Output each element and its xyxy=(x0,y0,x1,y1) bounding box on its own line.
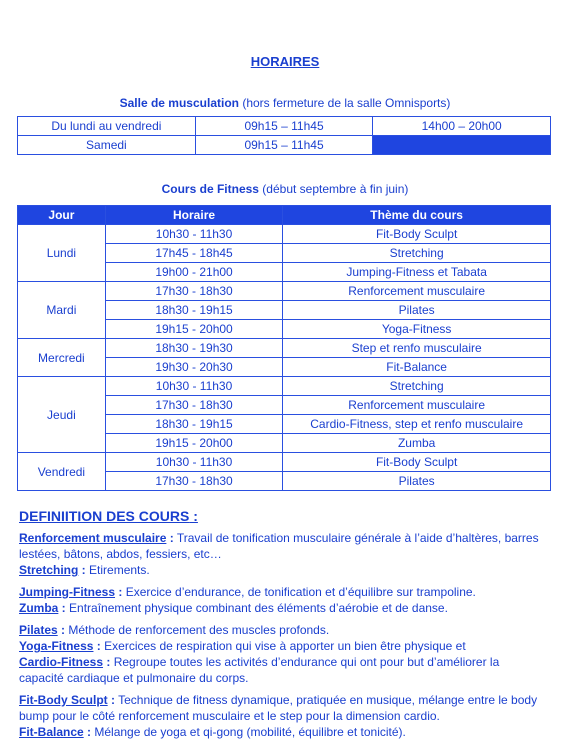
time-cell: 10h30 - 11h30 xyxy=(105,453,282,472)
time-cell: 10h30 - 11h30 xyxy=(105,225,282,244)
definitions-title xyxy=(19,508,198,524)
musculation-slot2: 14h00 – 20h00 xyxy=(373,117,551,136)
definition-text: Méthode de renforcement des muscles profonds. xyxy=(65,623,330,637)
theme-cell: Fit-Balance xyxy=(283,358,551,377)
musculation-table xyxy=(17,116,551,155)
table-row xyxy=(18,136,551,155)
time-cell: 17h30 - 18h30 xyxy=(105,282,282,301)
time-cell: 18h30 - 19h15 xyxy=(105,415,282,434)
definition-item xyxy=(19,584,547,600)
time-cell: 19h30 - 20h30 xyxy=(105,358,282,377)
musculation-days: Samedi xyxy=(18,136,196,155)
column-header-time: Horaire xyxy=(105,206,282,225)
theme-cell: Fit-Body Sculpt xyxy=(283,225,551,244)
day-cell: Mardi xyxy=(18,282,106,339)
definition-text: Etirements. xyxy=(85,563,150,577)
table-row xyxy=(18,339,551,358)
theme-cell: Cardio-Fitness, step et renfo musculaire xyxy=(283,415,551,434)
theme-cell: Fit-Body Sculpt xyxy=(283,453,551,472)
musculation-slot1: 09h15 – 11h45 xyxy=(195,136,373,155)
definition-separator: : xyxy=(78,563,86,577)
table-row xyxy=(18,225,551,244)
definition-item xyxy=(19,724,547,740)
definition-separator: : xyxy=(103,655,111,669)
definition-item xyxy=(19,638,547,654)
day-cell: Jeudi xyxy=(18,377,106,453)
time-cell: 17h45 - 18h45 xyxy=(105,244,282,263)
fitness-table-body xyxy=(18,225,551,491)
definitions-title-text: DEFINIITION DES COURS xyxy=(19,508,190,524)
theme-cell: Stretching xyxy=(283,377,551,396)
definition-term: Stretching xyxy=(19,563,79,577)
day-cell: Vendredi xyxy=(18,453,106,491)
definition-item xyxy=(19,600,547,616)
definition-term: Cardio-Fitness xyxy=(19,655,104,669)
definition-item xyxy=(19,692,547,724)
definition-term: Jumping-Fitness xyxy=(19,585,116,599)
fitness-table xyxy=(17,205,551,491)
definition-text: Entraînement physique combinant des éléments d’aérobie et de danse. xyxy=(65,601,448,615)
musculation-slot2-filled xyxy=(373,136,551,155)
theme-cell: Renforcement musculaire xyxy=(283,396,551,415)
time-cell: 17h30 - 18h30 xyxy=(105,472,282,491)
theme-cell: Stretching xyxy=(283,244,551,263)
definition-term: Yoga-Fitness xyxy=(19,639,94,653)
definition-text: Technique de fitness dynamique, pratiquée en musique, mélange entre le body bump pour le côté renforcement musculaire et le step pour la dimension cardio. xyxy=(19,693,538,723)
definition-item xyxy=(19,622,547,638)
definition-text: Regroupe toutes les activités d’endurance qui ont pour but d’améliorer la capacité cardiaque et pulmonaire du corps. xyxy=(19,655,500,685)
musculation-heading-bold: Salle de musculation xyxy=(119,96,239,110)
table-row xyxy=(18,453,551,472)
time-cell: 17h30 - 18h30 xyxy=(105,396,282,415)
musculation-days: Du lundi au vendredi xyxy=(18,117,196,136)
definition-item xyxy=(19,562,547,578)
fitness-heading-bold: Cours de Fitness xyxy=(161,182,259,196)
theme-cell: Renforcement musculaire xyxy=(283,282,551,301)
definition-term: Fit-Body Sculpt xyxy=(19,693,108,707)
definitions-list xyxy=(19,530,547,740)
definition-text: Mélange de yoga et qi-gong (mobilité, équilibre et tonicité). xyxy=(91,725,406,739)
table-row xyxy=(18,117,551,136)
table-header-row xyxy=(18,206,551,225)
definition-separator: : xyxy=(57,623,66,637)
definition-term: Renforcement musculaire xyxy=(19,531,167,545)
page-title: HORAIRES xyxy=(250,54,320,69)
definition-text: Exercices de respiration qui vise à apporter un bien être physique et xyxy=(100,639,466,653)
time-cell: 19h15 - 20h00 xyxy=(105,320,282,339)
time-cell: 18h30 - 19h15 xyxy=(105,301,282,320)
definition-separator: : xyxy=(93,639,101,653)
definition-item xyxy=(19,530,547,562)
definition-term: Fit-Balance xyxy=(19,725,84,739)
fitness-heading xyxy=(0,182,570,196)
theme-cell: Step et renfo musculaire xyxy=(283,339,551,358)
theme-cell: Jumping-Fitness et Tabata xyxy=(283,263,551,282)
theme-cell: Pilates xyxy=(283,472,551,491)
table-row xyxy=(18,377,551,396)
time-cell: 19h00 - 21h00 xyxy=(105,263,282,282)
definition-separator: : xyxy=(83,725,92,739)
time-cell: 10h30 - 11h30 xyxy=(105,377,282,396)
theme-cell: Pilates xyxy=(283,301,551,320)
definition-separator: : xyxy=(107,693,116,707)
definition-separator: : xyxy=(166,531,174,545)
theme-cell: Yoga-Fitness xyxy=(283,320,551,339)
definition-term: Pilates xyxy=(19,623,58,637)
musculation-slot1: 09h15 – 11h45 xyxy=(195,117,373,136)
day-cell: Mercredi xyxy=(18,339,106,377)
definition-text: Travail de tonification musculaire générale à l’aide d’haltères, barres lestées, bâtons, abdos, fessiers, etc… xyxy=(19,531,539,561)
definition-separator: : xyxy=(115,585,123,599)
time-cell: 19h15 - 20h00 xyxy=(105,434,282,453)
definition-text: Exercice d’endurance, de tonification et d’équilibre sur trampoline. xyxy=(122,585,476,599)
musculation-heading xyxy=(0,96,570,110)
theme-cell: Zumba xyxy=(283,434,551,453)
definition-term: Zumba xyxy=(19,601,59,615)
table-row xyxy=(18,282,551,301)
day-cell: Lundi xyxy=(18,225,106,282)
definitions-title-colon: : xyxy=(189,508,198,524)
definition-separator: : xyxy=(58,601,66,615)
musculation-heading-rest: (hors fermeture de la salle Omnisports) xyxy=(238,96,451,110)
definition-item xyxy=(19,654,547,686)
fitness-heading-rest: (début septembre à fin juin) xyxy=(258,182,409,196)
column-header-theme: Thème du cours xyxy=(283,206,551,225)
time-cell: 18h30 - 19h30 xyxy=(105,339,282,358)
column-header-day: Jour xyxy=(18,206,106,225)
